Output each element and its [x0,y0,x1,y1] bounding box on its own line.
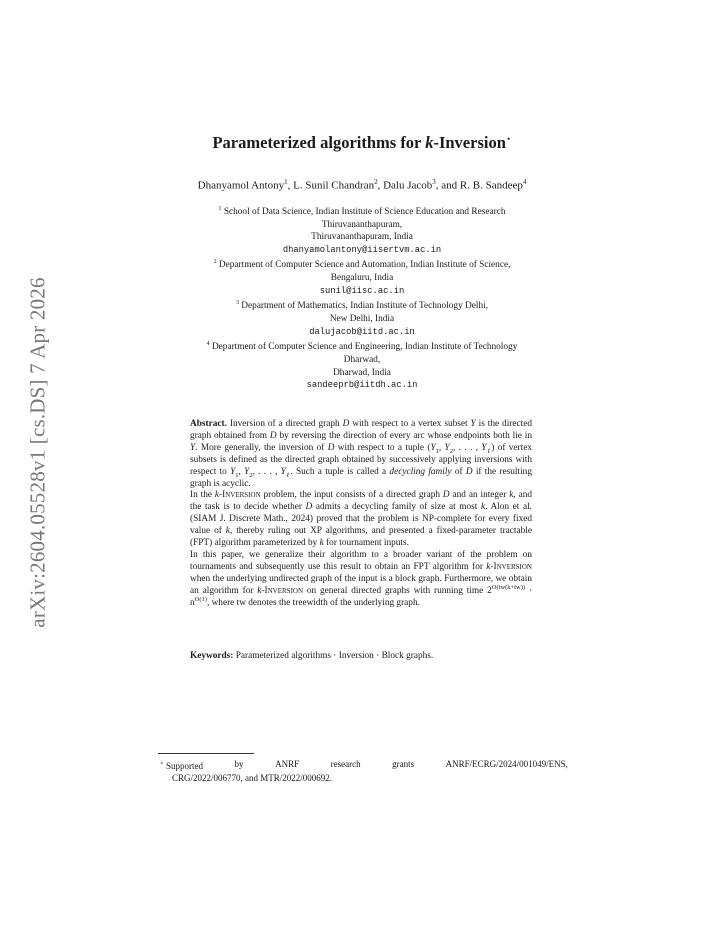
abstract-text: admits a decycling family of size at most [312,502,481,513]
footnote-word-text: Supported [166,761,204,771]
arxiv-identifier: arXiv:2604.05528v1 [cs.DS] 7 Apr 2026 [25,277,50,628]
footnote-word: research [330,759,361,769]
keywords-text: Parameterized algorithms · Inversion · Block graphs. [235,651,434,661]
author-email[interactable]: sandeeprb@iitdh.ac.in [306,380,418,391]
affil-num: 4 [206,341,210,348]
affil-line: New Delhi, India [329,314,395,325]
affiliation [126,338,598,354]
title-k: k [425,133,434,152]
abstract-text: on general directed graphs with running time 2 [303,585,492,596]
problem-name: -Inversion [219,490,261,501]
math-exponent: O(tw(k+tw)) [491,583,526,591]
abstract-paragraph: Abstract. Inversion of a directed graph D with respect to a vertex subset Y is the directed graph obtained from D by reversing the direction of every arc whose endpoints both lie in Y. More generally, the inversion of D with respect to a tuple ($Y_1$, $Y_2$, . . . , $Y_\ell$) of vertex subsets is defined as the directed graph obtained by successively applying inversions with respect to $Y_1$, $Y_2$, . . . , $Y_\ell$. Such a tuple is called a decycling family of D if the resulting graph is acyclic. [190,419,533,489]
affil-line: Dharwad, India [333,367,391,378]
author-separator: , [377,179,384,192]
affiliation [126,297,598,313]
problem-name: -Inversion [490,561,532,572]
author-email[interactable]: sunil@iisc.ac.in [319,285,405,296]
abstract-text: . More generally, the inversion of [195,442,328,453]
abstract-text: . Alon et al. (SIAM J. Discrete Math., 2024) proved that the problem is NP-complete for every fixed value of [190,502,533,537]
author: R. B. Sandeep [459,179,523,192]
abstract-text: . Such a tuple is called a [290,466,390,477]
author-separator: , [287,179,294,192]
footnote-word: by [234,759,244,769]
abstract [190,419,532,610]
abstract-text: with respect to a tuple ( [334,442,431,453]
affil-line: Thiruvananthapuram, [321,219,403,230]
author-separator: , and [435,179,460,192]
defined-term: decycling family [389,466,452,477]
affil-line: Department of Computer Science and Engineering, Indian Institute of Technology [211,342,518,353]
affil-line: Bengaluru, India [330,273,394,284]
author: L. Sunil Chandran [293,179,375,192]
author: Dhanyamol Antony [197,179,285,192]
footnote-rule [158,753,254,754]
affiliations [126,203,598,392]
author-email[interactable]: dhanyamolantony@iisertvm.ac.in [282,244,442,255]
abstract-text: by reversing the direction of every arc whose endpoints both lie in [276,430,532,441]
title-text: Parameterized algorithms for [212,133,426,152]
author-affil-mark: 2 [374,178,378,186]
abstract-text: ) of vertex subsets is defined as the directed graph obtained by successively applying inversions with respect to [190,442,533,477]
abstract-text: , and the task is to decide whether [190,490,532,513]
footnote [160,759,568,785]
footnote-line [160,759,568,773]
abstract-text: is the directed graph obtained from [190,419,532,441]
abstract-text: , where tw denotes the treewidth of the underlying graph. [206,597,420,608]
abstract-text: if the resulting graph is acyclic. [190,466,532,489]
abstract-text: Inversion of a directed graph [226,419,343,429]
abstract-text: · n [190,585,533,608]
author-affil-mark: 3 [432,178,436,186]
affil-line: Dharwad, [343,354,381,365]
author: Dalu Jacob [383,179,433,192]
author-affil-mark: 1 [284,178,288,186]
affiliation [126,256,598,272]
math-exponent: O(1) [194,595,207,603]
abstract-heading: Abstract. [190,419,227,429]
affil-num: 3 [235,300,239,307]
footnote-word: grants [392,759,415,769]
title-suffix: -Inversion [433,133,506,152]
abstract-text: In the [190,490,215,501]
affil-line: Thiruvananthapuram, India [311,232,413,243]
affil-num: 2 [213,259,217,266]
affil-line: Department of Mathematics, Indian Institute of Technology Delhi, [241,301,489,312]
abstract-text: and an integer [449,490,510,501]
keywords-heading: Keywords: [190,651,234,661]
abstract-paragraph: In the k-Inversion problem, the input consists of a directed graph D and an integer k, and the task is to decide whether D admits a decycling family of size at most k. Alon et al. (SIAM J. Discrete Math., 2024) proved that the problem is NP-complete for every fixed value of k, thereby ruling out XP algorithms, and presented a fixed-parameter tractable (FPT) algorithm parameterized by k for tournament inputs. [190,490,533,549]
paper-title [156,133,568,153]
abstract-text: In this paper, we generalize their algorithm to a broader variant of the problem on tournaments and subsequently use this result to obtain an FPT algorithm for [190,549,532,572]
abstract-text: , thereby ruling out XP algorithms, and presented a fixed-parameter tractable (FPT) algorithm parameterized by [190,526,532,549]
abstract-paragraph: In this paper, we generalize their algorithm to a broader variant of the problem on tournaments and subsequently use this result to obtain an FPT algorithm for k-Inversion when the underlying undirected graph of the input is a block graph. Furthermore, we obtain an algorithm for k-Inversion on general directed graphs with running time $2^{O(tw(k+tw))} \cdot n^{O(1)}$, where tw denotes the treewidth of the underlying graph. [190,549,533,608]
affil-line: Department of Computer Science and Automation, Indian Institute of Science, [218,260,511,271]
abstract-text: when the underlying undirected graph of the input is a block graph. Furthermore, we obtain an algorithm for [190,573,532,596]
problem-name: -Inversion [261,585,304,596]
title-footnote-mark: ⋆ [505,133,512,144]
footnote-word [160,759,203,773]
author-email[interactable]: dalujacob@iitd.ac.in [309,326,415,337]
affil-line: School of Data Science, Indian Institute of Science Education and Research [223,207,506,218]
keywords [190,651,532,661]
footnote-line: CRG/2022/006770, and MTR/2022/000692. [172,772,333,783]
abstract-text: for tournament inputs. [323,538,409,549]
abstract-text: of [451,466,466,477]
footnote-mark: ⋆ [160,761,164,767]
affil-num: 1 [218,206,222,212]
abstract-text: problem, the input consists of a directed graph [260,490,443,501]
footnote-word: ANRF [275,759,300,769]
author-list [136,178,588,192]
footnote-word: ANRF/ECRG/2024/001049/ENS, [445,759,568,769]
affiliation [126,203,598,219]
author-affil-mark: 4 [522,178,527,186]
abstract-text: with respect to a vertex subset [349,419,471,429]
